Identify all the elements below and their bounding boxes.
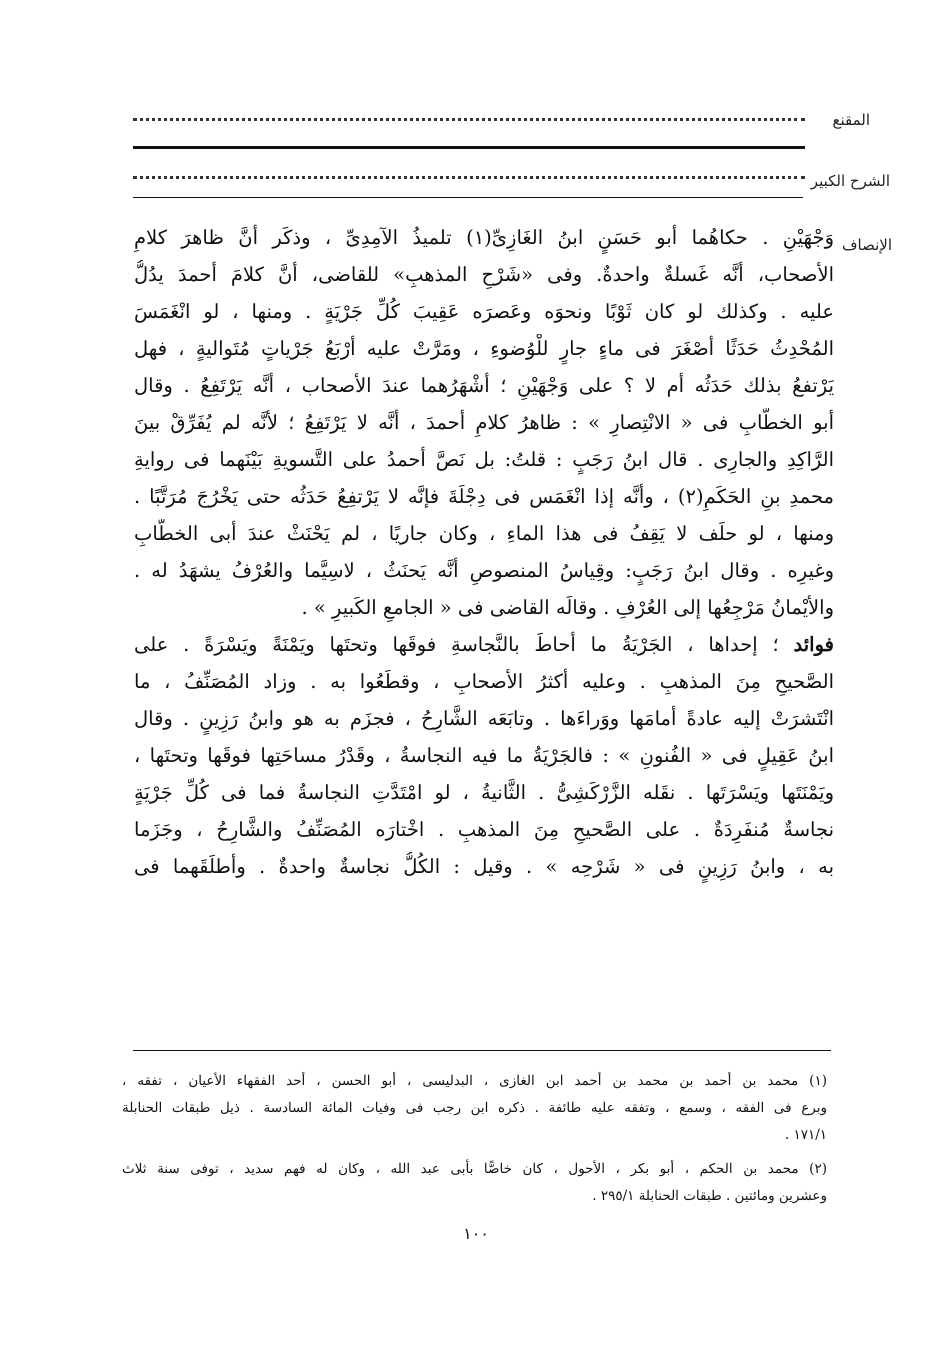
text-line: انْتَشرَتْ إليه عادةً أمامَها ووَراءَها . وتابَعَه الشَّارِحُ ، فجزَم به هو وابنُ رَزِينٍ . وقال [134, 707, 834, 730]
footnote-1-line: (١) محمد بن أحمد بن محمد بن أحمد ابن الغازى ، البدليسى ، أبو الحسن ، أحد الفقهاء الأعيان ، تفقه ، [122, 1073, 827, 1089]
text-line: محمدِ بنِ الحَكَمِ(٢) ، وأنَّه إذا انْغَمَس فى دِجْلَةَ فإنَّه لا يَرْتفِعُ حَدَثُه حتى يَخْرُجَ مُرَتَّبًا . [134, 485, 834, 508]
muqni-dotted-placeholder [133, 118, 805, 121]
text-line: ومنها ، لو حلَف لا يَقِفُ فى هذا الماءِ ، وكان جاريًا ، لم يَحْنَثْ عندَ أبى الخطَّابِ [134, 522, 834, 545]
text-line: به ، وابنُ رَزِينٍ فى « شَرْحِه » . وقيل : الكُلُّ نجاسةٌ واحدةٌ . وأطلَقَهما فى [134, 855, 834, 878]
text-line: وَجْهَيْنِ . حكاهُما أبو حَسَنٍ ابنُ الغَازِىِّ(١) تلميذُ الآمِدِىِّ ، وذكَر أنَّ ظاهرَ كلامِ [134, 226, 834, 249]
text-line-fawaid: فوائد ؛ إحداها ، الجَرْيَةُ ما أحاطَ بالنَّجاسةِ فوقَها وتحتَها ويَمْنَةً ويَسْرَةً . على [134, 633, 834, 656]
text-line: والأيْمانُ مَرْجِعُها إلى العُرْفِ . وقالَه القاضى فى « الجامعِ الكَبيرِ » . [301, 596, 834, 619]
text-line: نجاسةٌ مُنفَرِدَةٌ . على الصَّحيحِ مِنَ المذهبِ . اخْتارَه المُصَنِّفُ والشَّارِحُ ، وجَزَما [134, 818, 834, 841]
text-line: المُحْدِثُ حَدَثًا أصْغَرَ فى ماءٍ جارٍ للْوُضوءِ ، ومَرَّتْ عليه أرْبَعُ جَرْياتٍ مُتَواليةٍ ، فهل [134, 337, 834, 360]
page-number: ١٠٠ [463, 1224, 489, 1243]
text-line: الرَّاكِدِ والجارِى . قال ابنُ رَجَبٍ : قلتُ: بل نَصَّ أحمدُ على التَّسويةِ بَيْنَهما فى روايةِ [134, 448, 834, 471]
text-line: الأصحاب، أنَّه غَسلةٌ واحدةٌ. وفى «شَرْحِ المذهبِ» للقاضى، أنَّ كلامَ أحمدَ يدُلُّ [134, 263, 834, 286]
section-label-muqni: المقنع [832, 111, 870, 129]
text-line: الصَّحيحِ مِنَ المذهبِ . وعليه أكثرُ الأصحابِ ، وقطَعُوا به . وزاد المُصَنِّفُ ، ما [134, 670, 834, 693]
text-line: ويَمْنَتَها ويَسْرَتَها . نقَله الزَّرْكَشِىُّ . الثَّانيةُ ، لو امْتَدَّتِ النجاسةُ فما فى كُلِّ جَرْيَةٍ [134, 781, 834, 804]
text-line: أبو الخطَّابِ فى « الانْتِصارِ » : ظاهرُ كلامِ أحمدَ ، أنَّه لا يَرْتَفِعُ ؛ لأنَّه لم يُفَرِّقْ بينَ [134, 411, 834, 434]
text-line: يَرْتفعُ بذلك حَدَثُه أم لا ؟ على وَجْهَيْنِ ؛ أشْهَرُهما عندَ الأصحاب ، أنَّه يَرْتَفِعُ . وقال [134, 374, 834, 397]
footnote-2-line: وعشرين ومائتين . طبقات الحنابلة ٢٩٥/١ . [592, 1188, 827, 1204]
thick-separator-rule [133, 146, 805, 149]
section-label-sharh-kabir: الشرح الكبير [810, 172, 890, 190]
text-line: وغيرِه . وقال ابنُ رَجَبٍ: وقِياسُ المنصوصِ أنَّه يَحنَثُ ، لاسِيَّما والعُرْفُ يشهَدُ له . [134, 559, 834, 582]
footnote-2-line: (٢) محمد بن الحكم ، أبو بكر ، الأحول ، كان خاصًّا بأبى عبد الله ، وكان له فهم سديد ، توفى سنة ثلاث [122, 1161, 827, 1177]
text-line: ابنُ عَقِيلٍ فى « الفُنونِ » : فالجَرْيَةُ ما فيه النجاسةُ ، وقَدْرُ مساحَتِها فوقَها وتحتَها ، [134, 744, 834, 767]
footnote-separator-rule [133, 1050, 831, 1051]
fawaid-heading: فوائد [793, 633, 834, 656]
footnote-1-line: ١٧١/١ . [784, 1127, 827, 1143]
section-label-insaf: الإنصاف [841, 236, 892, 254]
thin-separator-rule [133, 197, 803, 198]
sharh-dotted-placeholder [133, 176, 805, 179]
text-line: عليه . وكذلك لو كان ثَوْبًا ونحوَه وعَصرَه عَقِيبَ كُلِّ جَرْيَةٍ . ومنها ، لو انْغَمَسَ [134, 300, 834, 323]
footnote-1-line: وبرع فى الفقه ، وسمع ، وتفقه عليه طائفة . ذكره ابن رجب فى وفيات المائة السادسة . ذيل طبقات الحنابلة [122, 1100, 827, 1116]
